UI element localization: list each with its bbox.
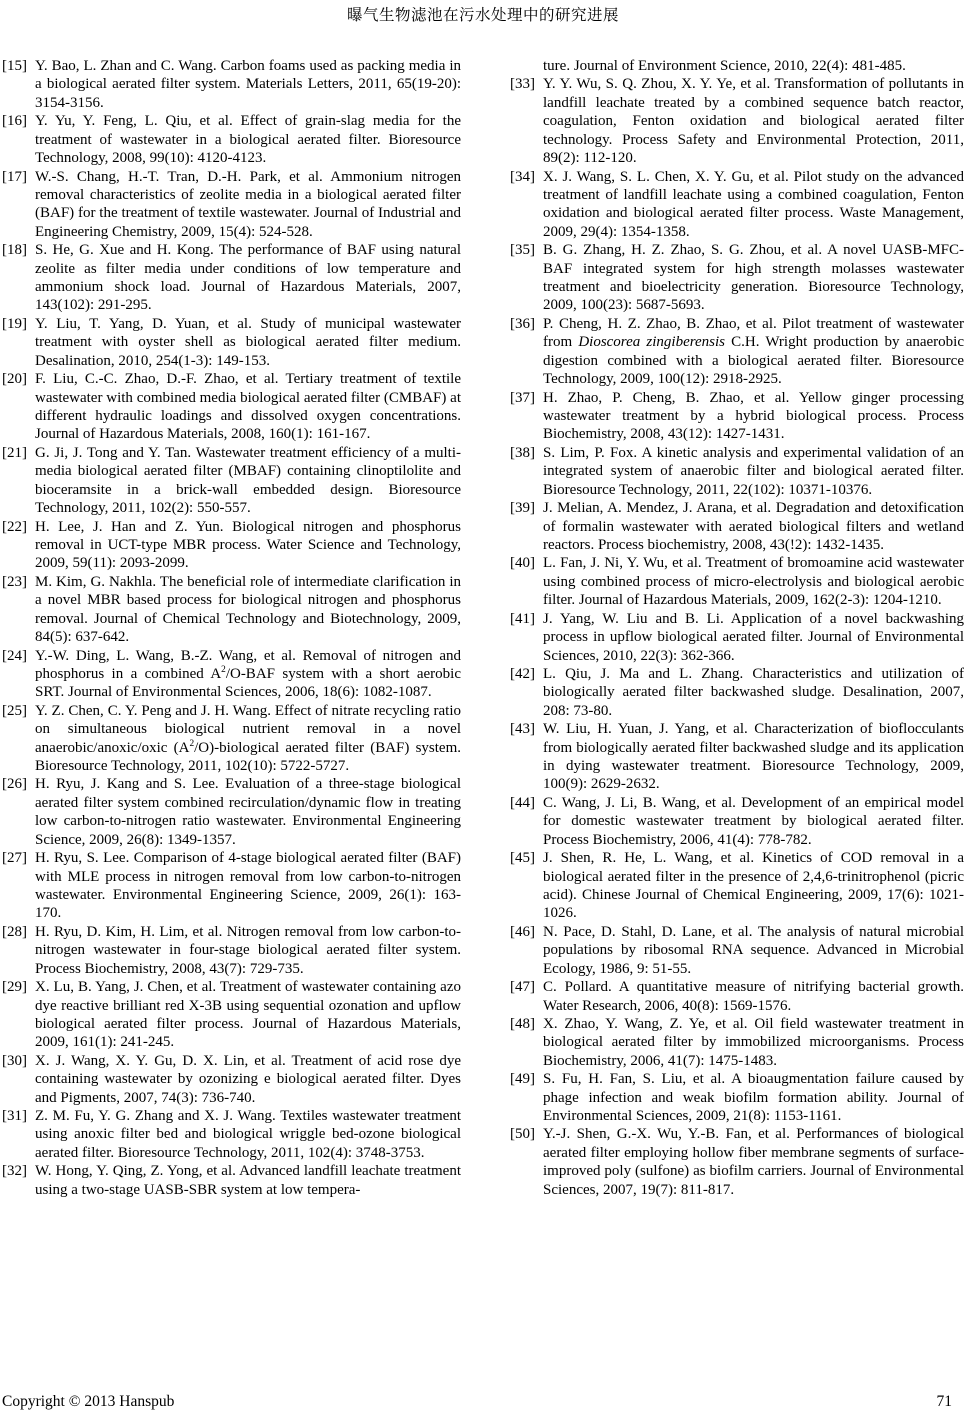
reference-number: [48] — [510, 1015, 535, 1032]
reference-number: [38] — [510, 444, 535, 461]
reference-text: M. Kim, G. Nakhla. The beneficial role of intermediate clarification in a novel MBR based process for biological nitrogen and phosphorus removal. Journal of Chemical Technology and Biotechnology, 2009, 84(5): 637-642. — [35, 573, 461, 646]
reference-number: [29] — [2, 979, 27, 996]
reference-item — [2, 315, 461, 370]
reference-number: [32] — [2, 1163, 27, 1180]
reference-number: [19] — [2, 315, 27, 332]
reference-item — [2, 444, 461, 518]
reference-number: [22] — [2, 518, 27, 535]
footer-copyright: Copyright © 2013 Hanspub — [2, 1393, 175, 1410]
reference-item — [510, 1125, 964, 1199]
reference-number: [35] — [510, 242, 535, 259]
references-column-right — [510, 57, 964, 1199]
reference-text: H. Ryu, S. Lee. Comparison of 4-stage biological aerated filter (BAF) with MLE process in nitrogen removal from low carbon-to-nitrogen wastewater. Environmental Engineering Science, 2009, 26(1): 163-170. — [35, 850, 461, 922]
reference-number: [36] — [510, 315, 535, 332]
reference-item — [2, 978, 461, 1052]
reference-text: L. Fan, J. Ni, Y. Wu, et al. Treatment of bromoamine acid wastewater using combined process of micro-electrolysis and biological aerobic filter. Journal of Hazardous Materials, 2009, 162(2-3): 1204-1210. — [543, 555, 964, 609]
reference-number: [34] — [510, 168, 535, 185]
reference-number: [44] — [510, 794, 535, 811]
reference-number: [30] — [2, 1052, 27, 1069]
reference-number: [26] — [2, 776, 27, 793]
reference-text: J. Melian, A. Mendez, J. Arana, et al. Degradation and detoxification of formalin wastewater with aerated biological filters and wetland reactors. Process biochemistry, 2008, 43(!2): 1432-1435. — [543, 500, 964, 553]
reference-number: [20] — [2, 371, 27, 388]
reference-number: [40] — [510, 555, 535, 572]
reference-text: W. Hong, Y. Qing, Z. Yong, et al. Advanced landfill leachate treatment using a two-stage UASB-SBR system at low tempera- — [35, 1163, 461, 1198]
reference-text: X. Zhao, Y. Wang, Z. Ye, et al. Oil field wastewater treatment in biological aerated filter by immobilized microorganisms. Process Biochemistry, 2006, 41(7): 1475-1483. — [543, 1015, 964, 1069]
reference-number: [23] — [2, 573, 27, 590]
reference-text: Y.-W. Ding, L. Wang, B.-Z. Wang, et al. Removal of nitrogen and phosphorus in a combined $A^2/O$-BAF system with a short aerobic SRT. Journal of Environmental Sciences, 2006, 18(6): 1082-1087. — [35, 647, 461, 701]
references-column-left — [2, 57, 461, 1199]
reference-item — [510, 849, 964, 923]
reference-item — [510, 610, 964, 665]
reference-text: S. Fu, H. Fan, S. Liu, et al. A bioaugmentation failure caused by phage infection and weak biofilm formation ability. Journal of Environmental Sciences, 2009, 21(8): 1153-1161. — [543, 1071, 964, 1125]
reference-item — [2, 1052, 461, 1107]
reference-item — [2, 647, 461, 702]
reference-text: Y. Yu, Y. Feng, L. Qiu, et al. Effect of grain-slag media for the treatment of wastewater in a biological aerated filter. Bioresource Technology, 2008, 99(10): 4120-4123. — [35, 113, 461, 167]
reference-text: Z. M. Fu, Y. G. Zhang and X. J. Wang. Textiles wastewater treatment using anoxic filter bed and biological wriggle bed-ozone biological aerated filter. Bioresource Technology, 2011, 102(4): 3748-3753. — [35, 1108, 461, 1161]
reference-item — [2, 168, 461, 242]
reference-number: [18] — [2, 242, 27, 259]
reference-text: X. J. Wang, X. Y. Gu, D. X. Lin, et al. Treatment of acid rose dye containing wastewater by ozonizing e biological aerated filter. Dyes and Pigments, 2007, 74(3): 736-740. — [35, 1052, 461, 1106]
reference-text: Y. Z. Chen, C. Y. Peng and J. H. Wang. Effect of nitrate recycling ratio on simultaneous biological nutrient removal in a novel anaerobic/anoxic/oxic $(A^2/O)$-biological aerated filter (BAF) system. Bioresource Technology, 2011, 102(10): 5722-5727. — [35, 702, 461, 775]
reference-number: [50] — [510, 1126, 535, 1143]
reference-text: H. Zhao, P. Cheng, B. Zhao, et al. Yellow ginger processing wastewater treatment by a hybrid biological process. Process Biochemistry, 2008, 43(12): 1427-1431. — [543, 389, 964, 443]
reference-number: [17] — [2, 168, 27, 185]
reference-item — [510, 315, 964, 389]
reference-item — [510, 665, 964, 720]
reference-text: Y. Bao, L. Zhan and C. Wang. Carbon foams used as packing media in a biological aerated filter system. Materials Letters, 2011, 65(19-20): 3154-3156. — [35, 58, 461, 111]
reference-item — [510, 389, 964, 444]
reference-item — [2, 370, 461, 444]
reference-number: [37] — [510, 389, 535, 406]
reference-item — [510, 794, 964, 849]
reference-item — [510, 1015, 964, 1070]
reference-item — [2, 775, 461, 849]
reference-number: [33] — [510, 76, 535, 93]
reference-item — [510, 57, 964, 75]
reference-text: C. Wang, J. Li, B. Wang, et al. Development of an empirical model for domestic wastewater treatment by biological aerated filter. Process Biochemistry, 2006, 41(4): 778-782. — [543, 794, 964, 848]
reference-number: [16] — [2, 113, 27, 130]
reference-item — [510, 444, 964, 499]
reference-text: S. Lim, P. Fox. A kinetic analysis and experimental validation of an integrated system of anaerobic filter and biological aerated filter. Bioresource Technology, 2011, 22(102): 10371-10376. — [543, 444, 964, 498]
reference-item — [2, 1107, 461, 1162]
reference-item — [510, 168, 964, 242]
reference-item — [510, 499, 964, 554]
references-columns — [2, 57, 964, 1199]
reference-item — [2, 112, 461, 167]
reference-text: G. Ji, J. Tong and Y. Tan. Wastewater treatment efficiency of a multi-media biological aerated filter (MBAF) containing clinoptilolite and bioceramsite in a brick-wall embedded design. Bioresource Technology, 2011, 102(2): 550-557. — [35, 444, 461, 517]
reference-item — [510, 554, 964, 609]
reference-item — [510, 75, 964, 167]
reference-number: [15] — [2, 58, 27, 74]
reference-text: H. Ryu, J. Kang and S. Lee. Evaluation of a three-stage biological aerated filter system combined recirculation/dynamic flow in treating low carbon-to-nitrogen ratio wastewater. Environmental Engineering Science, 2009, 26(8): 1349-1357. — [35, 776, 461, 848]
page-header-title: 曝气生物滤池在污水处理中的研究进展 — [346, 7, 619, 24]
reference-number: [25] — [2, 702, 27, 719]
reference-text: N. Pace, D. Stahl, D. Lane, et al. The analysis of natural microbial populations by ribosomal RNA sequence. Advanced in Microbial Ecology, 1986, 9: 51-55. — [543, 923, 964, 977]
reference-text: Y.-J. Shen, G.-X. Wu, Y.-B. Fan, et al. Performances of biological aerated filter employing hollow fiber membrane segments of surface-improved poly (sulfone) as biofilm carriers. Journal of Environmental Sciences, 2007, 19(7): 811-817. — [543, 1126, 964, 1198]
reference-item — [2, 702, 461, 776]
reference-number: [49] — [510, 1071, 535, 1088]
reference-number: [27] — [2, 850, 27, 867]
reference-item — [510, 923, 964, 978]
reference-item — [510, 241, 964, 315]
reference-number: [43] — [510, 721, 535, 738]
reference-text: J. Yang, W. Liu and B. Li. Application of a novel backwashing process in upflow biological aerated filter. Journal of Environmental Sciences, 2010, 22(3): 362-366. — [543, 610, 964, 664]
reference-text: C. Pollard. A quantitative measure of nitrifying bacterial growth. Water Research, 2006, 40(8): 1569-1576. — [543, 979, 964, 1014]
reference-text: B. G. Zhang, H. Z. Zhao, S. G. Zhou, et al. A novel UASB-MFC-BAF integrated system for high strength molasses wastewater treatment and bioelectricity generation. Bioresource Technology, 2009, 100(23): 5687-5693. — [543, 242, 964, 314]
page-footer — [2, 1392, 952, 1411]
reference-number: [31] — [2, 1108, 27, 1125]
reference-text: Y. Liu, T. Yang, D. Yuan, et al. Study of municipal wastewater treatment with oyster shell as biological aerated filter medium. Desalination, 2010, 254(1-3): 149-153. — [35, 315, 461, 369]
reference-text: H. Ryu, D. Kim, H. Lim, et al. Nitrogen removal from low carbon-to-nitrogen wastewater in four-stage biological aerated filter system. Process Biochemistry, 2008, 43(7): 729-735. — [35, 923, 461, 977]
reference-item — [2, 573, 461, 647]
reference-text: L. Qiu, J. Ma and L. Zhang. Characteristics and utilization of biologically aerated filter backwashed sludge. Desalination, 2007, 208: 73-80. — [543, 665, 964, 719]
reference-number: [39] — [510, 500, 535, 517]
reference-text: P. Cheng, H. Z. Zhao, B. Zhao, et al. Pilot treatment of wastewater from Dioscorea zingiberensis C.H. Wright production by anaerobic digestion combined with a biological aerated filter. Bioresource Technology, 2009, 100(12): 2918-2925. — [543, 315, 964, 388]
reference-item — [2, 57, 461, 112]
reference-item — [2, 923, 461, 978]
reference-number: [42] — [510, 665, 535, 682]
reference-number: [28] — [2, 923, 27, 940]
reference-item — [2, 1162, 461, 1199]
reference-number: [47] — [510, 979, 535, 996]
reference-item — [2, 241, 461, 315]
reference-item — [510, 720, 964, 794]
reference-text: Y. Y. Wu, S. Q. Zhou, X. Y. Ye, et al. Transformation of pollutants in landfill leachate treated by a combined sequence batch reactor, coagulation, Fenton oxidation and biological aerated filter technology. Process Safety and Environmental Protection, 2011, 89(2): 112-120. — [543, 76, 964, 167]
reference-text: J. Shen, R. He, L. Wang, et al. Kinetics of COD removal in a biological aerated filter in the presence of 2,4,6-trinitrophenol (picric acid). Chinese Journal of Chemical Engineering, 2009, 17(6): 1021-1026. — [543, 850, 964, 922]
reference-text: X. J. Wang, S. L. Chen, X. Y. Gu, et al. Pilot study on the advanced treatment of landfill leachate using a combined coagulation, Fenton oxidation and biological aerated filter process. Waste Management, 2009, 29(4): 1354-1358. — [543, 168, 964, 240]
reference-text: X. Lu, B. Yang, J. Chen, et al. Treatment of wastewater containing azo dye reactive brilliant red X-3B using sequential ozonation and upflow biological aerated filter process. Journal of Hazardous Materials, 2009, 161(1): 241-245. — [35, 979, 461, 1051]
reference-item — [2, 849, 461, 923]
reference-item — [510, 1070, 964, 1125]
reference-text: W.-S. Chang, H.-T. Tran, D.-H. Park, et al. Ammonium nitrogen removal characteristics of zeolite media in a biological aerated filter (BAF) for the treatment of textile wastewater. Journal of Industrial and Engineering Chemistry, 2009, 15(4): 524-528. — [35, 168, 461, 240]
reference-number: [21] — [2, 444, 27, 461]
reference-item — [2, 518, 461, 573]
reference-text: ture. Journal of Environment Science, 2010, 22(4): 481-485. — [543, 58, 906, 74]
footer-page-number: 71 — [936, 1393, 952, 1410]
reference-text: S. He, G. Xue and H. Kong. The performance of BAF using natural zeolite as filter media under conditions of low temperature and ammonium shock load. Journal of Hazardous Materials, 2007, 143(102): 291-295. — [35, 242, 461, 314]
reference-text: W. Liu, H. Yuan, J. Yang, et al. Characterization of bioflocculants from biologically aerated filter backwashed sludge and its application in dying wastewater treatment. Bioresource Technology, 2009, 100(9): 2629-2632. — [543, 721, 964, 793]
reference-number: [41] — [510, 610, 535, 627]
reference-text: F. Liu, C.-C. Zhao, D.-F. Zhao, et al. Tertiary treatment of textile wastewater with combined media biological aerated filter (CMBAF) at different hydraulic loadings and dissolved oxygen concentrations. Journal of Hazardous Materials, 2008, 160(1): 161-167. — [35, 371, 461, 443]
reference-item — [510, 978, 964, 1015]
reference-number: [45] — [510, 850, 535, 867]
reference-number: [24] — [2, 647, 27, 664]
reference-number: [46] — [510, 923, 535, 940]
reference-text: H. Lee, J. Han and Z. Yun. Biological nitrogen and phosphorus removal in UCT-type MBR process. Water Science and Technology, 2009, 59(11): 2093-2099. — [35, 518, 461, 572]
